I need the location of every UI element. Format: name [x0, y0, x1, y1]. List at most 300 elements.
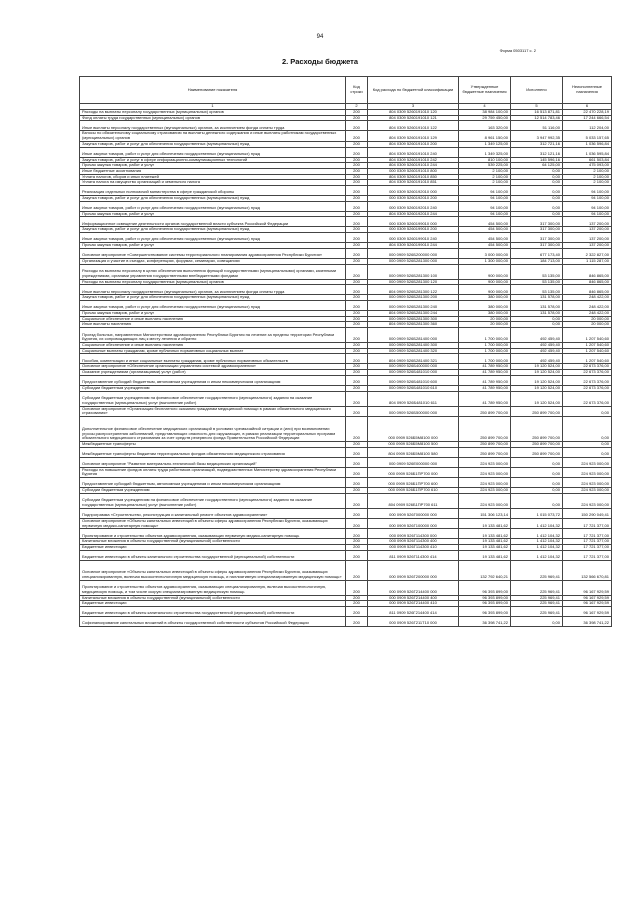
table-row — [80, 447, 612, 457]
row-name-cell: Субсидии бюджетным учреждениям на финансовое обеспечение государственного (муниципального) задания на оказание государственных (муниципальных) услуг (выполнение работ) — [80, 493, 346, 508]
row-unexecuted-cell: 132 566 670,81 — [563, 560, 612, 580]
row-line-code-cell: 200 — [346, 488, 368, 494]
row-unexecuted-cell: 1 207 540,60 — [563, 354, 612, 364]
row-executed-cell: 145 596,16 — [511, 157, 563, 163]
row-approved-cell: 96 393 899,00 — [459, 607, 511, 617]
row-classification-code-cell: 000 0909 526Г114300 410 — [368, 544, 459, 550]
row-name-cell: Основное мероприятие «Обеспечение организации управления системой здравоохранения» — [80, 364, 346, 370]
row-approved-cell: 454 500,00 — [459, 243, 511, 249]
row-unexecuted-cell: 94 100,00 — [563, 186, 612, 196]
row-classification-code-cell: 000 0909 526Г114300 000 — [368, 529, 459, 539]
row-unexecuted-cell: 17 721 377,00 — [563, 539, 612, 545]
row-classification-code-cell: 804 0309 5260191010 121 — [368, 115, 459, 121]
row-name-cell: Межбюджетные трансферты — [80, 441, 346, 447]
row-line-code-cell: 200 — [346, 478, 368, 488]
row-name-cell: Иные закупки товаров, работ и услуг для обеспечения государственных (муниципальных) нужд — [80, 233, 346, 243]
row-line-code-cell: 200 — [346, 227, 368, 233]
row-line-code-cell: 200 — [346, 328, 368, 343]
row-name-cell: Расходы на выплаты персоналу государственных (муниципальных) органов — [80, 279, 346, 285]
row-classification-code-cell: 000 0309 5260199010 200 — [368, 227, 459, 233]
row-executed-cell: 0,00 — [511, 316, 563, 322]
row-executed-cell: 1 412 104,32 — [511, 529, 563, 539]
table-row — [80, 518, 612, 528]
row-executed-cell: 1 412 104,32 — [511, 539, 563, 545]
row-executed-cell: 250 899 700,00 — [511, 416, 563, 441]
row-executed-cell: 3 947 992,35 — [511, 131, 563, 141]
row-classification-code-cell: 804 0909 526Б281300 244 — [368, 310, 459, 316]
row-line-code-cell: 200 — [346, 279, 368, 285]
row-unexecuted-cell: 248 422,00 — [563, 295, 612, 301]
row-executed-cell: 225 969,41 — [511, 595, 563, 601]
row-approved-cell: 250 899 700,00 — [459, 441, 511, 447]
row-approved-cell: 250 899 700,00 — [459, 406, 511, 416]
row-classification-code-cell: 000 0909 526Б281400 320 — [368, 348, 459, 354]
row-line-code-cell: 200 — [346, 406, 368, 416]
row-line-code-cell: 200 — [346, 180, 368, 186]
row-classification-code-cell: 811 0909 526Г214400 414 — [368, 607, 459, 617]
row-name-cell: Уплата налога на имущество организаций и земельного налога — [80, 180, 346, 186]
row-unexecuted-cell: 1 115 287,00 — [563, 258, 612, 264]
row-classification-code-cell: 000 0909 526Г214400 410 — [368, 601, 459, 607]
table-header-row — [80, 77, 612, 104]
row-executed-cell: 131 578,00 — [511, 295, 563, 301]
row-name-cell: Иные закупки товаров, работ и услуг для обеспечения государственных (муниципальных) нужд — [80, 300, 346, 310]
row-unexecuted-cell: 224 923 000,00 — [563, 457, 612, 467]
row-unexecuted-cell: 2 322 827,00 — [563, 248, 612, 258]
row-line-code-cell: 200 — [346, 529, 368, 539]
row-approved-cell: 224 923 000,00 — [459, 488, 511, 494]
row-name-cell: Проектирование и строительство объектов здравоохранения, оказывающих специализированную, включая высокотехнологичную, медицинскую помощь, и том числе скорую специализированную медицинскую помощь — [80, 580, 346, 595]
row-name-cell: Субсидии бюджетным учреждениям на финансовое обеспечение государственного (муниципального) задания на оказание государственных (муниципальных) услуг (выполнение работ) — [80, 391, 346, 406]
row-line-code-cell: 200 — [346, 121, 368, 131]
column-header-approved: Утвержденные бюджетные назначения — [459, 77, 511, 104]
row-approved-cell: 19 133 481,62 — [459, 518, 511, 528]
row-name-cell: Закупка товаров, работ и услуг в сфере информационно-коммуникационных технологий — [80, 157, 346, 163]
row-classification-code-cell: 804 0309 5260191010 244 — [368, 163, 459, 169]
row-executed-cell: 0,00 — [511, 467, 563, 477]
row-unexecuted-cell: 224 923 000,00 — [563, 478, 612, 488]
row-approved-cell: 900 000,00 — [459, 279, 511, 285]
row-unexecuted-cell: 96 167 929,59 — [563, 595, 612, 601]
table-row — [80, 607, 612, 617]
row-unexecuted-cell: 17 244 666,54 — [563, 115, 612, 121]
row-executed-cell: 0,00 — [511, 174, 563, 180]
row-line-code-cell: 200 — [346, 174, 368, 180]
row-approved-cell: 20 000,00 — [459, 322, 511, 328]
row-approved-cell: 94 100,00 — [459, 196, 511, 202]
row-approved-cell: 810 100,00 — [459, 157, 511, 163]
row-name-cell: Проезд больных, направленных Министерством здравоохранения Республики Бурятия на лечение за пределы территории Республики Бурятия, их сопровождающих лиц к месту лечения и обратно — [80, 328, 346, 343]
row-unexecuted-cell: 96 167 929,59 — [563, 601, 612, 607]
table-row — [80, 248, 612, 258]
row-approved-cell: 1 700 000,00 — [459, 343, 511, 349]
row-line-code-cell: 200 — [346, 364, 368, 370]
row-name-cell: Расходы на выплаты персоналу государственных (муниципальных) органов — [80, 110, 346, 116]
row-executed-cell: 492 459,40 — [511, 348, 563, 354]
expenditure-table — [79, 76, 612, 627]
row-executed-cell: 250 899 700,00 — [511, 441, 563, 447]
row-line-code-cell: 200 — [346, 110, 368, 116]
row-line-code-cell: 200 — [346, 560, 368, 580]
row-name-cell: Софинансирование капитальных вложений в объекты государственной собственности субъектов Российской Федерации — [80, 617, 346, 627]
row-executed-cell: 19 120 524,00 — [511, 391, 563, 406]
row-classification-code-cell: 000 0909 526Б281400 000 — [368, 328, 459, 343]
row-approved-cell: 380 000,00 — [459, 295, 511, 301]
row-name-cell: Иные закупки товаров, работ и услуг для обеспечения государственных (муниципальных) нужд — [80, 147, 346, 157]
row-approved-cell: 8 961 150,00 — [459, 131, 511, 141]
row-approved-cell: 539 225,00 — [459, 163, 511, 169]
row-classification-code-cell: 000 0309 5260192010 000 — [368, 186, 459, 196]
row-line-code-cell: 200 — [346, 163, 368, 169]
row-name-cell: Иные выплаты персоналу государственных (муниципальных) органов, за исключением фонда оплаты труда — [80, 285, 346, 295]
row-executed-cell: 250 899 700,00 — [511, 447, 563, 457]
row-name-cell: Основное мероприятие «Объекты капитальных инвестиций в объекты сферы здравоохранения Республики Бурятия, оказывающих первичную медико-санитарную помощь» — [80, 518, 346, 528]
row-executed-cell: 19 120 524,00 — [511, 364, 563, 370]
row-line-code-cell: 200 — [346, 617, 368, 627]
row-executed-cell: 19 120 524,00 — [511, 375, 563, 385]
row-unexecuted-cell: 22 673 376,00 — [563, 364, 612, 370]
row-classification-code-cell: 000 0309 5260192010 240 — [368, 201, 459, 211]
row-executed-cell: 492 459,40 — [511, 343, 563, 349]
row-approved-cell: 38 984 100,00 — [459, 110, 511, 116]
row-executed-cell: 312 721,16 — [511, 141, 563, 147]
row-executed-cell: 0,00 — [511, 211, 563, 217]
row-classification-code-cell: 000 0909 526Б5М8100 500 — [368, 441, 459, 447]
row-classification-code-cell: 804 0309 5260191010 850 — [368, 174, 459, 180]
row-executed-cell: 12 514 783,46 — [511, 115, 563, 121]
row-executed-cell: 0,00 — [511, 478, 563, 488]
column-number: 6 — [563, 104, 612, 110]
row-approved-cell: 2 100,00 — [459, 180, 511, 186]
row-name-cell: Оказание учреждениями (организациями) услуг (работ) — [80, 370, 346, 376]
row-approved-cell: 20 000,00 — [459, 316, 511, 322]
row-unexecuted-cell: 475 093,00 — [563, 163, 612, 169]
column-header-classification-code: Код расхода по бюджетной классификации — [368, 77, 459, 104]
row-approved-cell: 2 100,00 — [459, 168, 511, 174]
column-number: 2 — [346, 104, 368, 110]
row-classification-code-cell: 000 0909 526Г100000 000 — [368, 518, 459, 528]
row-unexecuted-cell: 94 100,00 — [563, 201, 612, 211]
row-name-cell: Расходы на повышение фондов оплаты труда работников организаций, подведомственных Министерству здравоохранения Республики Бурятия — [80, 467, 346, 477]
row-approved-cell: 224 923 000,00 — [459, 457, 511, 467]
row-unexecuted-cell: 1 036 595,84 — [563, 147, 612, 157]
row-name-cell: Реализация отдельных полномочий министерства в сфере гражданской обороны — [80, 186, 346, 196]
row-executed-cell: 1 412 104,32 — [511, 550, 563, 560]
row-unexecuted-cell: 17 721 377,00 — [563, 550, 612, 560]
row-classification-code-cell: 000 0909 526Б281300 000 — [368, 258, 459, 264]
table-row — [80, 560, 612, 580]
row-line-code-cell: 200 — [346, 416, 368, 441]
row-approved-cell: 250 899 700,00 — [459, 447, 511, 457]
row-approved-cell: 151 306 123,14 — [459, 508, 511, 518]
row-line-code-cell: 200 — [346, 343, 368, 349]
row-executed-cell: 225 969,41 — [511, 607, 563, 617]
row-classification-code-cell: 804 0909 526Б281400 321 — [368, 354, 459, 364]
row-name-cell: Бюджетные инвестиции — [80, 544, 346, 550]
table-row — [80, 406, 612, 416]
row-name-cell: Иные выплаты населению — [80, 322, 346, 328]
row-line-code-cell: 200 — [346, 157, 368, 163]
row-unexecuted-cell: 137 200,00 — [563, 227, 612, 233]
row-line-code-cell: 200 — [346, 375, 368, 385]
row-approved-cell: 96 393 899,00 — [459, 595, 511, 601]
row-line-code-cell: 200 — [346, 186, 368, 196]
row-classification-code-cell: 000 0309 5260199010 000 — [368, 217, 459, 227]
row-approved-cell: 1 300 000,00 — [459, 258, 511, 264]
row-executed-cell: 0,00 — [511, 457, 563, 467]
row-executed-cell: 64 125,00 — [511, 163, 563, 169]
row-line-code-cell: 200 — [346, 391, 368, 406]
row-unexecuted-cell: 1 207 540,60 — [563, 343, 612, 349]
table-row — [80, 457, 612, 467]
row-line-code-cell: 200 — [346, 580, 368, 595]
row-unexecuted-cell: 1 036 596,84 — [563, 141, 612, 147]
row-approved-cell: 454 500,00 — [459, 233, 511, 243]
row-classification-code-cell: 000 0909 526Б1ПР700 000 — [368, 467, 459, 477]
row-approved-cell: 41 789 950,00 — [459, 370, 511, 376]
row-line-code-cell: 200 — [346, 147, 368, 157]
row-executed-cell: 312 121,16 — [511, 147, 563, 157]
row-unexecuted-cell: 17 721 377,00 — [563, 518, 612, 528]
row-approved-cell: 94 100,00 — [459, 186, 511, 196]
row-name-cell: Информационное освещение деятельности органов государственной власти субъекта Российской Федерации — [80, 217, 346, 227]
table-row — [80, 617, 612, 627]
row-unexecuted-cell: 137 200,00 — [563, 217, 612, 227]
row-approved-cell: 19 133 481,62 — [459, 529, 511, 539]
table-row — [80, 375, 612, 385]
row-classification-code-cell: 000 0909 526Б1ПР700 600 — [368, 478, 459, 488]
row-unexecuted-cell: 248 422,00 — [563, 300, 612, 310]
table-row — [80, 264, 612, 279]
row-approved-cell: 36 398 741,22 — [459, 617, 511, 627]
row-executed-cell: 0,00 — [511, 488, 563, 494]
row-name-cell: Иные закупки товаров, работ и услуг для обеспечения государственных (муниципальных) нужд — [80, 201, 346, 211]
row-executed-cell: 51 116,00 — [511, 121, 563, 131]
row-unexecuted-cell: 0,00 — [563, 447, 612, 457]
row-name-cell: Социальные выплаты гражданам, кроме публичных нормативных социальных выплат — [80, 348, 346, 354]
row-unexecuted-cell: 20 000,00 — [563, 316, 612, 322]
row-name-cell: Прочая закупка товаров, работ и услуг — [80, 310, 346, 316]
page-title: 2. Расходы бюджета — [281, 57, 359, 66]
row-line-code-cell: 200 — [346, 131, 368, 141]
form-code: Форма 0503117 с. 2 — [499, 48, 536, 53]
row-line-code-cell: 200 — [346, 285, 368, 295]
page-number: 94 — [316, 34, 324, 40]
row-classification-code-cell: 804 0309 5260191010 200 — [368, 141, 459, 147]
row-approved-cell: 1 700 000,00 — [459, 348, 511, 354]
row-classification-code-cell: 000 0909 526Б281400 300 — [368, 343, 459, 349]
row-executed-cell: 19 120 524,00 — [511, 370, 563, 376]
row-line-code-cell: 200 — [346, 201, 368, 211]
row-name-cell: Закупка товаров, работ и услуг для обеспечения государственных (муниципальных) нужд — [80, 227, 346, 233]
row-executed-cell: 0,00 — [511, 196, 563, 202]
row-approved-cell: 224 923 000,00 — [459, 493, 511, 508]
row-approved-cell: 1 700 000,00 — [459, 328, 511, 343]
table-row — [80, 580, 612, 595]
row-approved-cell: 380 000,00 — [459, 300, 511, 310]
row-approved-cell: 900 000,00 — [459, 264, 511, 279]
table-row — [80, 328, 612, 343]
row-line-code-cell: 200 — [346, 354, 368, 364]
row-line-code-cell: 200 — [346, 467, 368, 477]
row-classification-code-cell: 000 0909 526Г214400 400 — [368, 595, 459, 601]
row-line-code-cell: 200 — [346, 233, 368, 243]
row-unexecuted-cell: 22 673 376,00 — [563, 385, 612, 391]
row-name-cell: Социальное обеспечение и иные выплаты населению — [80, 316, 346, 322]
row-line-code-cell: 200 — [346, 310, 368, 316]
row-line-code-cell: 200 — [346, 248, 368, 258]
row-unexecuted-cell: 846 865,00 — [563, 264, 612, 279]
row-classification-code-cell: 000 0909 526Е000000 000 — [368, 457, 459, 467]
row-executed-cell: 1 412 104,32 — [511, 544, 563, 550]
row-line-code-cell: 200 — [346, 607, 368, 617]
row-name-cell: Капитальные вложения в объекты государственной (муниципальной) собственности — [80, 595, 346, 601]
row-approved-cell: 94 100,00 — [459, 211, 511, 217]
row-classification-code-cell: 000 0909 526Б281300 200 — [368, 295, 459, 301]
row-unexecuted-cell: 22 673 376,00 — [563, 375, 612, 385]
row-line-code-cell: 200 — [346, 595, 368, 601]
row-executed-cell: 225 969,41 — [511, 580, 563, 595]
row-line-code-cell: 200 — [346, 518, 368, 528]
table-row — [80, 147, 612, 157]
row-name-cell: Прочая закупка товаров, работ и услуг — [80, 211, 346, 217]
row-unexecuted-cell: 224 923 000,00 — [563, 467, 612, 477]
row-approved-cell: 41 789 950,00 — [459, 391, 511, 406]
row-unexecuted-cell: 0,00 — [563, 406, 612, 416]
row-unexecuted-cell: 22 673 376,00 — [563, 391, 612, 406]
row-unexecuted-cell: 5 033 157,65 — [563, 131, 612, 141]
table-row — [80, 508, 612, 518]
row-classification-code-cell: 000 0909 526Г114300 400 — [368, 539, 459, 545]
row-line-code-cell: 200 — [346, 457, 368, 467]
row-unexecuted-cell: 150 290 049,41 — [563, 508, 612, 518]
row-classification-code-cell: 804 0909 526Б481010 611 — [368, 391, 459, 406]
row-approved-cell: 19 133 481,62 — [459, 544, 511, 550]
row-name-cell: Взносы по обязательному социальному страхованию на выплаты денежного содержания и иные выплаты работникам государственных (муниципальных) органов — [80, 131, 346, 141]
row-classification-code-cell: 804 0909 526Б1ПР700 611 — [368, 493, 459, 508]
row-executed-cell: 0,00 — [511, 493, 563, 508]
row-executed-cell: 317 300,00 — [511, 227, 563, 233]
row-classification-code-cell: 000 0909 526Б281300 100 — [368, 264, 459, 279]
row-executed-cell: 1 412 104,32 — [511, 518, 563, 528]
row-name-cell: Организация и участие в съездах, конференциях, форумах, семинарах, совещаниях — [80, 258, 346, 264]
row-executed-cell: 317 300,00 — [511, 243, 563, 249]
table-row — [80, 201, 612, 211]
row-name-cell: Бюджетные инвестиции — [80, 601, 346, 607]
row-approved-cell: 29 759 450,00 — [459, 115, 511, 121]
row-classification-code-cell: 000 0309 5260191010 800 — [368, 168, 459, 174]
row-approved-cell: 1 700 000,00 — [459, 354, 511, 364]
row-unexecuted-cell: 17 721 377,00 — [563, 544, 612, 550]
row-executed-cell: 0,00 — [511, 186, 563, 196]
row-name-cell: Субсидии бюджетным учреждениям — [80, 488, 346, 494]
row-executed-cell: 677 173,40 — [511, 248, 563, 258]
row-approved-cell: 1 349 125,00 — [459, 141, 511, 147]
table-row — [80, 217, 612, 227]
column-number: 3 — [368, 104, 459, 110]
row-executed-cell: 317 300,00 — [511, 233, 563, 243]
row-approved-cell: 454 500,00 — [459, 217, 511, 227]
row-executed-cell: 0,00 — [511, 201, 563, 211]
row-name-cell: Расходы на выплаты персоналу в целях обеспечения выполнения функций государственными (муниципальными) органами, казенными учреждениями, органами управления государственными внебюджетными фондами — [80, 264, 346, 279]
row-approved-cell: 250 899 700,00 — [459, 416, 511, 441]
row-unexecuted-cell: 22 673 376,00 — [563, 370, 612, 376]
row-unexecuted-cell: 0,00 — [563, 441, 612, 447]
row-name-cell: Подпрограмма «Строительство, реконструкция и капитальный ремонт объектов здравоохранения» — [80, 508, 346, 518]
row-line-code-cell: 200 — [346, 348, 368, 354]
row-classification-code-cell: 000 0909 526Г211Т10 000 — [368, 617, 459, 627]
row-classification-code-cell: 811 0909 526Г114300 414 — [368, 550, 459, 560]
row-name-cell: Прочая закупка товаров, работ и услуг — [80, 243, 346, 249]
row-classification-code-cell: 804 0909 526Б5М8100 580 — [368, 447, 459, 457]
row-executed-cell: 225 969,41 — [511, 560, 563, 580]
row-executed-cell: 184 713,00 — [511, 258, 563, 264]
row-name-cell: Закупка товаров, работ и услуг для обеспечения государственных (муниципальных) нужд — [80, 295, 346, 301]
row-name-cell: Основное мероприятие «Организация бесплатного оказания гражданам медицинской помощи в рамках обязательного медицинского страхования» — [80, 406, 346, 416]
table-row — [80, 391, 612, 406]
row-classification-code-cell: 804 0309 5260191010 122 — [368, 121, 459, 131]
column-header-executed: Исполнено — [511, 77, 563, 104]
row-name-cell: Закупка товаров, работ и услуг для обеспечения государственных (муниципальных) нужд — [80, 141, 346, 147]
row-line-code-cell: 200 — [346, 115, 368, 121]
row-classification-code-cell: 804 0909 526Б281300 122 — [368, 285, 459, 295]
row-name-cell: Уплата налогов, сборов и иных платежей — [80, 174, 346, 180]
row-approved-cell: 19 133 481,62 — [459, 539, 511, 545]
row-classification-code-cell: 000 0909 526Б281300 240 — [368, 300, 459, 310]
row-approved-cell: 41 789 950,00 — [459, 364, 511, 370]
row-approved-cell: 96 393 899,00 — [459, 580, 511, 595]
row-name-cell: Закупка товаров, работ и услуг для обеспечения государственных (муниципальных) нужд — [80, 196, 346, 202]
table-row — [80, 285, 612, 295]
table-row — [80, 233, 612, 243]
row-classification-code-cell: 804 0309 5260191010 129 — [368, 131, 459, 141]
row-classification-code-cell: 000 0909 526Г214400 000 — [368, 580, 459, 595]
row-name-cell: Основное мероприятие «Совершенствование системы территориального планирования здравоохранения Республики Бурятия» — [80, 248, 346, 258]
row-name-cell: Иные бюджетные ассигнования — [80, 168, 346, 174]
row-name-cell: Основное мероприятие «Объекты капитальных инвестиций в объекты сферы здравоохранения Республики Бурятия, оказывающих специализированную, включая высокотехнологичную медицинскую помощь, и паллиативную специализированную медицинскую помощь» — [80, 560, 346, 580]
row-name-cell: Прочая закупка товаров, работ и услуг — [80, 163, 346, 169]
row-approved-cell: 380 000,00 — [459, 310, 511, 316]
row-classification-code-cell: 000 0309 5260199010 240 — [368, 233, 459, 243]
row-name-cell: Иные выплаты персоналу государственных (муниципальных) органов, за исключением фонда оплаты труда — [80, 121, 346, 131]
row-classification-code-cell: 804 0309 5260199010 244 — [368, 243, 459, 249]
row-unexecuted-cell: 94 100,00 — [563, 196, 612, 202]
row-unexecuted-cell: 20 000,00 — [563, 322, 612, 328]
row-executed-cell: 53 135,00 — [511, 285, 563, 295]
row-executed-cell: 0,00 — [511, 617, 563, 627]
row-name-cell: Предоставление субсидий бюджетным, автономным учреждениям и иным некоммерческим организациям — [80, 375, 346, 385]
row-classification-code-cell: 000 0309 5260192010 200 — [368, 196, 459, 202]
table-body — [80, 110, 612, 627]
row-classification-code-cell: 000 0909 526Б5М8100 000 — [368, 416, 459, 441]
row-line-code-cell: 200 — [346, 322, 368, 328]
row-classification-code-cell: 000 0909 526Б1ПР700 610 — [368, 488, 459, 494]
row-executed-cell: 53 135,00 — [511, 264, 563, 279]
table-row — [80, 121, 612, 131]
row-line-code-cell: 200 — [346, 258, 368, 264]
table-row — [80, 478, 612, 488]
table-row — [80, 493, 612, 508]
row-line-code-cell: 200 — [346, 243, 368, 249]
row-unexecuted-cell: 224 923 000,00 — [563, 493, 612, 508]
row-classification-code-cell: 000 0909 526Б481010 610 — [368, 385, 459, 391]
row-classification-code-cell: 000 0909 526Б281300 120 — [368, 279, 459, 285]
row-name-cell: Межбюджетные трансферты бюджетам территориальных фондов обязательного медицинского страхования — [80, 447, 346, 457]
row-name-cell: Основное мероприятие "Развитие материально-технической базы медицинских организаций" — [80, 457, 346, 467]
row-classification-code-cell: 804 0309 5260191010 851 — [368, 180, 459, 186]
row-unexecuted-cell: 248 422,00 — [563, 310, 612, 316]
row-approved-cell: 454 500,00 — [459, 227, 511, 233]
